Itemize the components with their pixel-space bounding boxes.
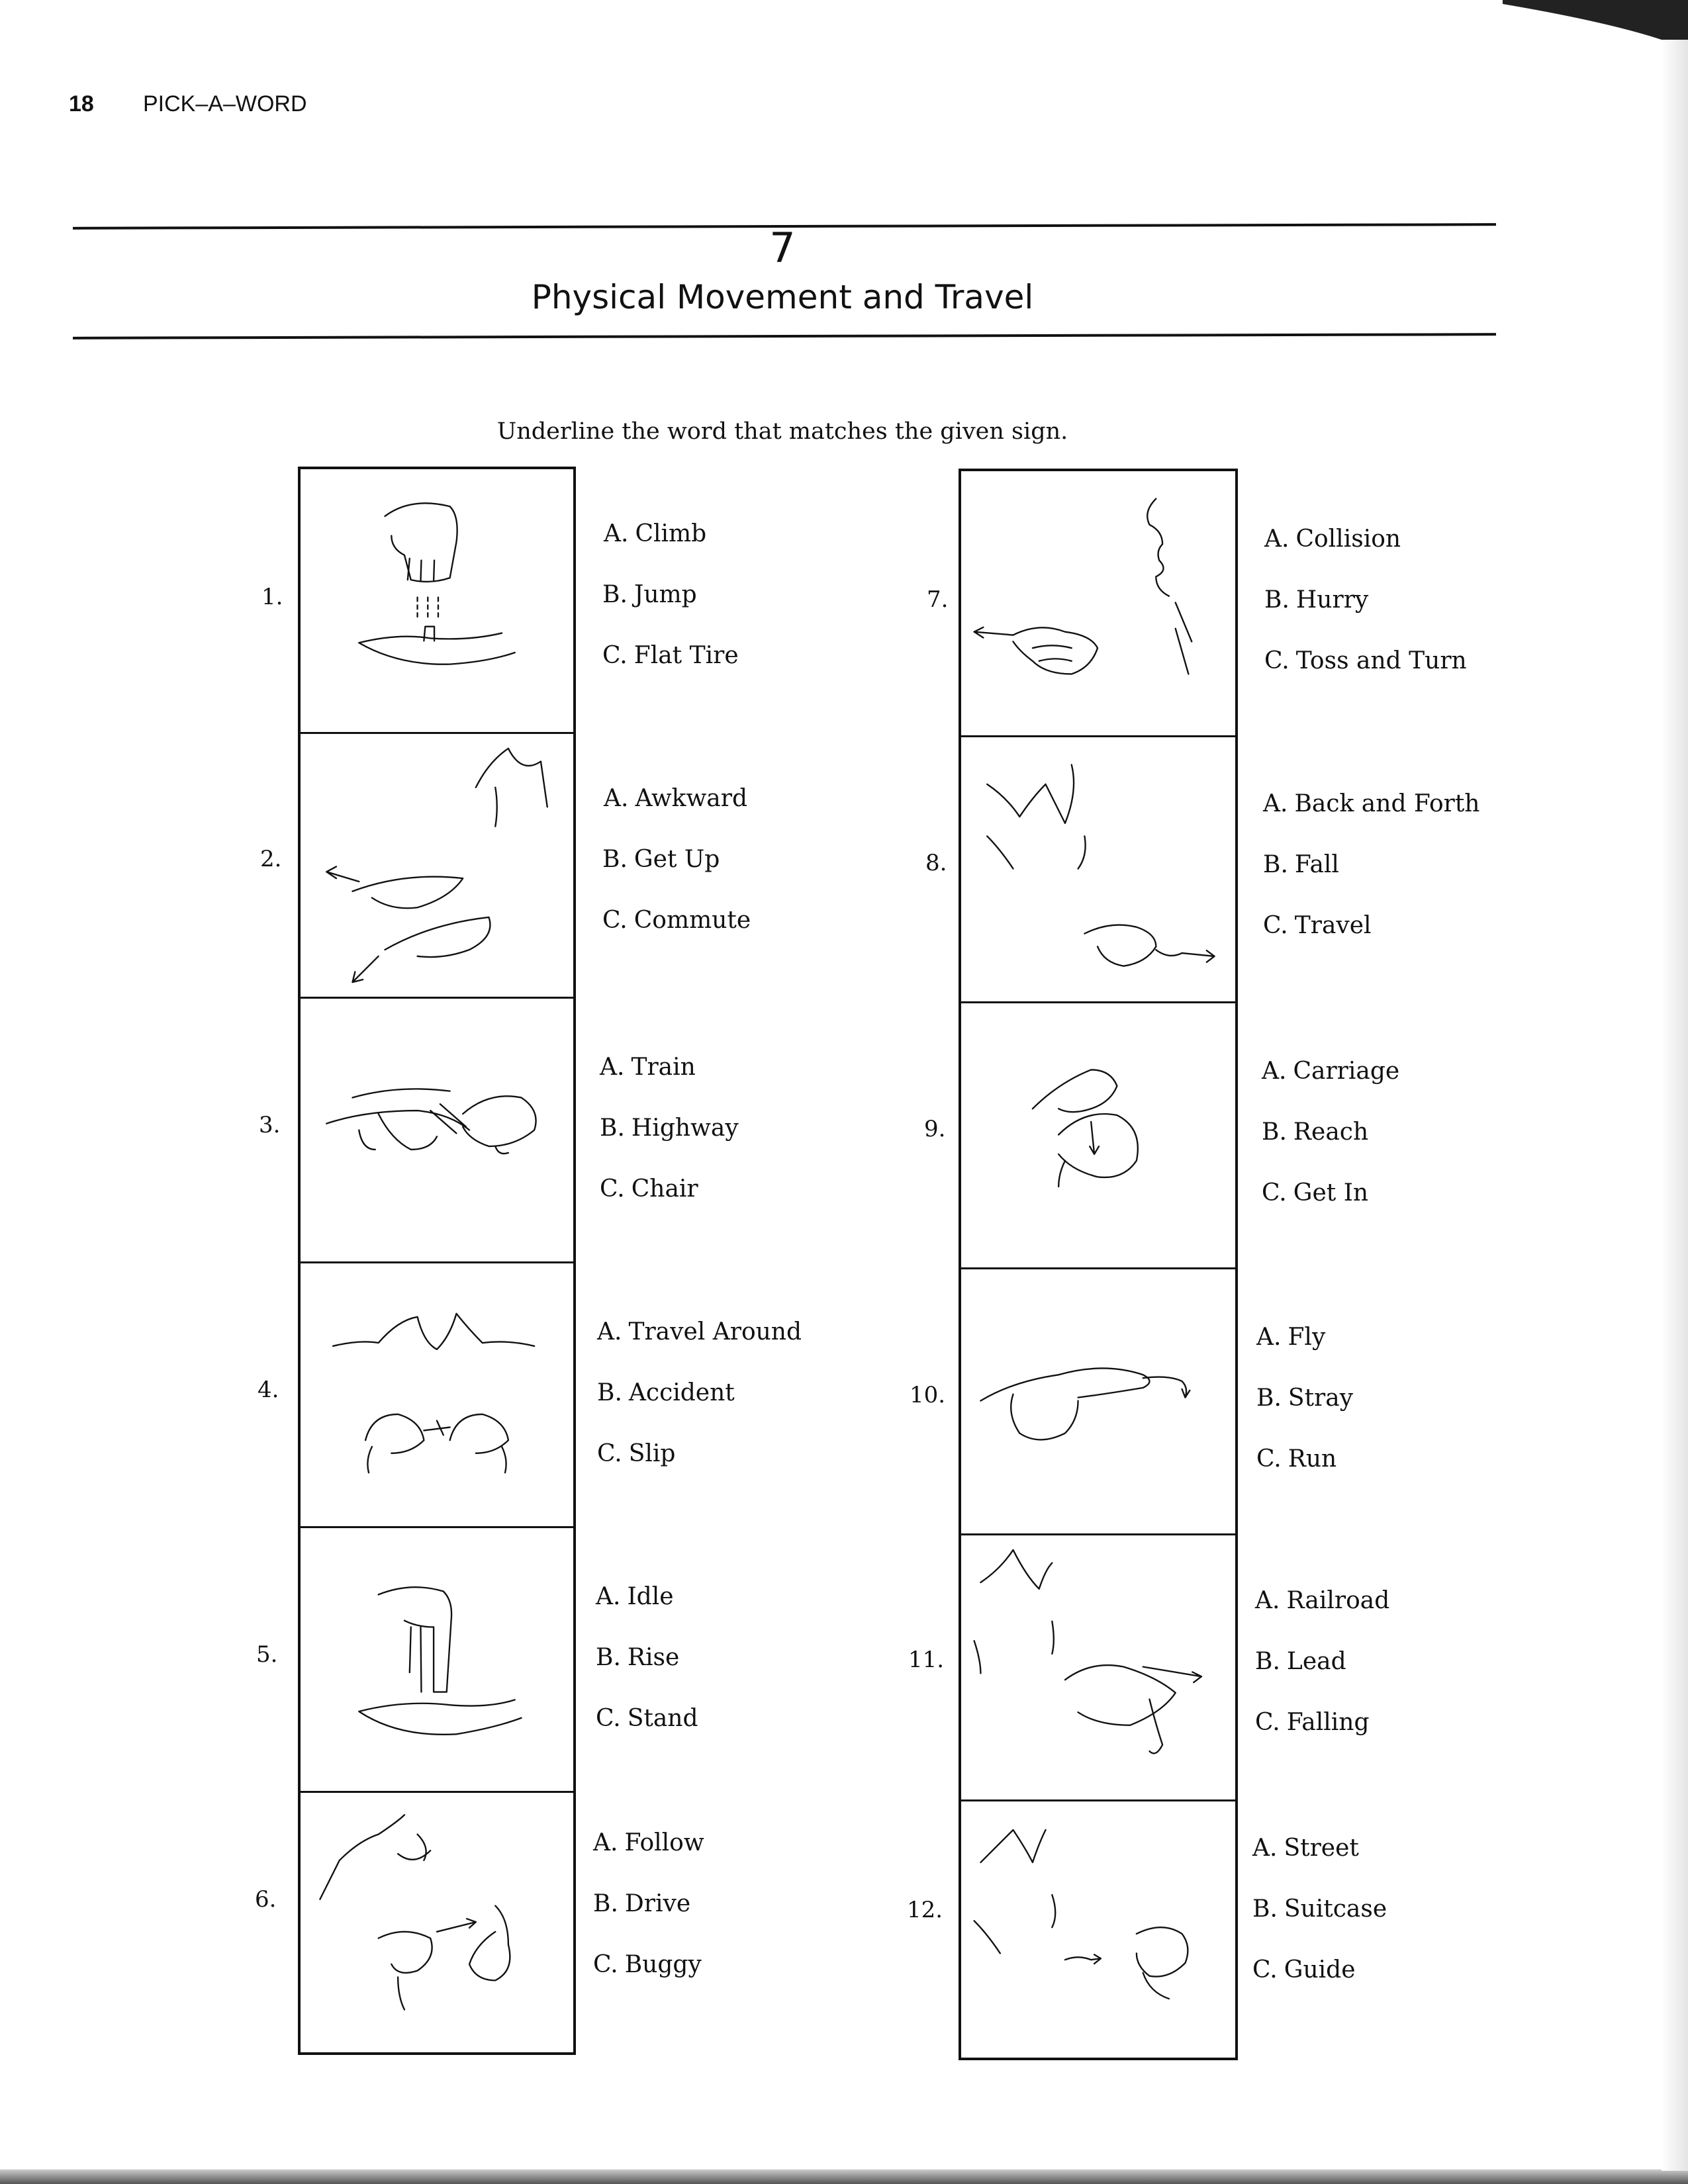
- question-number: 11.: [908, 1647, 945, 1673]
- answer-option[interactable]: [596, 1644, 679, 1671]
- answer-option[interactable]: [593, 1951, 702, 1978]
- answer-option[interactable]: [1252, 1956, 1356, 1983]
- answer-option[interactable]: [597, 1318, 802, 1345]
- answer-option[interactable]: [1263, 851, 1339, 878]
- option-letter: A.: [1262, 1058, 1287, 1085]
- option-text: Idle: [627, 1583, 674, 1610]
- option-letter: C.: [1256, 1445, 1282, 1473]
- option-text: Jump: [633, 581, 697, 608]
- option-text: Toss and Turn: [1295, 647, 1467, 674]
- option-text: Commute: [633, 907, 751, 934]
- answer-option[interactable]: [600, 1115, 739, 1142]
- option-letter: B.: [602, 846, 628, 873]
- option-text: Collision: [1295, 525, 1401, 553]
- option-text: Stand: [627, 1705, 698, 1732]
- right-panel-column: [959, 469, 1238, 2060]
- option-letter: A.: [1264, 525, 1289, 553]
- sign-illustration-train: [301, 999, 573, 1261]
- sign-illustration-fly: [961, 1269, 1235, 1533]
- chapter-title: Physical Movement and Travel: [531, 278, 1034, 316]
- sign-illustration-accident: [301, 1263, 573, 1526]
- question-number: 12.: [907, 1897, 943, 1923]
- option-text: Buggy: [624, 1951, 702, 1978]
- option-letter: B.: [602, 581, 628, 608]
- option-text: Get In: [1293, 1179, 1369, 1206]
- sign-panel-2: [301, 734, 573, 999]
- option-text: Guide: [1284, 1956, 1356, 1983]
- answer-option[interactable]: [1264, 586, 1368, 614]
- option-letter: B.: [1252, 1895, 1278, 1923]
- question-number: 1.: [261, 584, 283, 610]
- question-number: 4.: [258, 1377, 279, 1403]
- question-number: 6.: [255, 1886, 277, 1913]
- option-letter: C.: [1263, 912, 1288, 939]
- option-letter: C.: [602, 642, 628, 669]
- option-letter: C.: [1262, 1179, 1287, 1206]
- left-panel-column: [298, 467, 576, 2055]
- question-number: 8.: [925, 850, 947, 876]
- chapter-number: 7: [769, 224, 796, 272]
- sign-panel-11: [961, 1535, 1235, 1801]
- option-text: Back and Forth: [1294, 790, 1480, 817]
- sign-panel-7: [961, 471, 1235, 737]
- option-text: Climb: [635, 520, 707, 547]
- option-letter: A.: [1255, 1587, 1280, 1614]
- sign-panel-5: [301, 1528, 573, 1793]
- option-text: Fall: [1294, 851, 1339, 878]
- option-letter: B.: [597, 1379, 622, 1406]
- option-text: Fly: [1288, 1324, 1326, 1351]
- answer-option[interactable]: [593, 1829, 704, 1856]
- option-text: Reach: [1293, 1118, 1369, 1146]
- option-letter: A.: [597, 1318, 622, 1345]
- answer-option[interactable]: [596, 1583, 674, 1610]
- scan-bottom-edge: [0, 2169, 1688, 2184]
- answer-option[interactable]: [600, 1054, 696, 1081]
- sign-illustration-fall: [961, 737, 1235, 1001]
- option-letter: B.: [600, 1115, 625, 1142]
- option-text: Rise: [627, 1644, 680, 1671]
- option-text: Follow: [624, 1829, 704, 1856]
- answer-option[interactable]: [1264, 647, 1467, 674]
- option-letter: A.: [600, 1054, 625, 1081]
- answer-option[interactable]: [1255, 1587, 1389, 1614]
- question-number: 9.: [924, 1116, 946, 1142]
- answer-option[interactable]: [1255, 1648, 1346, 1675]
- sign-panel-10: [961, 1269, 1235, 1535]
- option-text: Hurry: [1295, 586, 1369, 614]
- bottom-rule: [73, 333, 1496, 340]
- answer-option[interactable]: [1256, 1385, 1353, 1412]
- option-text: Lead: [1286, 1648, 1346, 1675]
- answer-option[interactable]: [604, 785, 747, 812]
- instructions: Underline the word that matches the given sign.: [496, 418, 1068, 445]
- question-number: 7.: [927, 586, 949, 613]
- running-header: PICK–A–WORD: [143, 91, 307, 116]
- option-letter: B.: [1256, 1385, 1282, 1412]
- sign-panel-6: [301, 1793, 573, 2058]
- option-letter: B.: [1263, 851, 1288, 878]
- option-letter: B.: [1264, 586, 1289, 614]
- option-text: Highway: [631, 1115, 739, 1142]
- scan-right-edge: [1662, 40, 1688, 2171]
- page-number: 18: [69, 91, 94, 116]
- answer-option[interactable]: [1252, 1835, 1359, 1862]
- option-letter: C.: [1252, 1956, 1278, 1983]
- option-letter: A.: [596, 1583, 621, 1610]
- option-text: Travel: [1294, 912, 1372, 939]
- option-text: Accident: [628, 1379, 735, 1406]
- option-text: Train: [631, 1054, 696, 1081]
- answer-option[interactable]: [1262, 1058, 1399, 1085]
- option-text: Falling: [1286, 1709, 1370, 1736]
- question-number: 3.: [259, 1112, 281, 1138]
- option-letter: A.: [604, 520, 629, 547]
- option-letter: C.: [600, 1175, 625, 1203]
- answer-option[interactable]: [596, 1705, 698, 1732]
- option-letter: C.: [593, 1951, 618, 1978]
- option-text: Flat Tire: [633, 642, 739, 669]
- answer-option[interactable]: [602, 846, 720, 873]
- option-letter: A.: [1252, 1835, 1278, 1862]
- sign-illustration-hurry: [961, 471, 1235, 735]
- answer-option[interactable]: [1252, 1895, 1387, 1923]
- option-letter: A.: [593, 1829, 618, 1856]
- sign-illustration-lead: [961, 1535, 1235, 1799]
- answer-option[interactable]: [597, 1440, 675, 1467]
- answer-option[interactable]: [1264, 525, 1401, 553]
- answer-option[interactable]: [602, 581, 697, 608]
- answer-option[interactable]: [1263, 912, 1372, 939]
- option-letter: B.: [1255, 1648, 1280, 1675]
- sign-illustration-jump: [301, 469, 573, 732]
- option-letter: C.: [597, 1440, 622, 1467]
- option-letter: B.: [593, 1890, 618, 1917]
- option-text: Run: [1288, 1445, 1337, 1473]
- option-letter: C.: [602, 907, 628, 934]
- option-text: Slip: [628, 1440, 676, 1467]
- option-letter: A.: [604, 785, 629, 812]
- option-letter: C.: [596, 1705, 621, 1732]
- answer-option[interactable]: [1256, 1445, 1336, 1473]
- option-text: Stray: [1288, 1385, 1354, 1412]
- sign-panel-12: [961, 1801, 1235, 2063]
- answer-option[interactable]: [1262, 1179, 1368, 1206]
- option-text: Travel Around: [628, 1318, 802, 1345]
- option-text: Get Up: [633, 846, 720, 873]
- option-text: Street: [1284, 1835, 1359, 1862]
- sign-illustration-get-in: [961, 1003, 1235, 1267]
- option-letter: C.: [1264, 647, 1289, 674]
- sign-panel-8: [961, 737, 1235, 1003]
- sign-illustration-guide: [961, 1801, 1235, 2063]
- answer-option[interactable]: [1256, 1324, 1325, 1351]
- answer-option[interactable]: [600, 1175, 698, 1203]
- sign-illustration-follow: [301, 1793, 573, 2058]
- option-text: Railroad: [1286, 1587, 1390, 1614]
- scan-corner-shadow: [1503, 0, 1688, 53]
- option-text: Drive: [624, 1890, 691, 1917]
- answer-option[interactable]: [602, 642, 739, 669]
- option-letter: B.: [596, 1644, 621, 1671]
- sign-panel-1: [301, 469, 573, 734]
- answer-option[interactable]: [597, 1379, 735, 1406]
- sign-illustration-commute: [301, 734, 573, 997]
- answer-option[interactable]: [593, 1890, 690, 1917]
- answer-option[interactable]: [602, 907, 751, 934]
- option-text: Carriage: [1293, 1058, 1400, 1085]
- option-letter: B.: [1262, 1118, 1287, 1146]
- question-number: 10.: [910, 1382, 946, 1408]
- option-letter: C.: [1255, 1709, 1280, 1736]
- option-text: Suitcase: [1284, 1895, 1387, 1923]
- option-letter: A.: [1256, 1324, 1282, 1351]
- answer-option[interactable]: [1263, 790, 1479, 817]
- answer-option[interactable]: [604, 520, 706, 547]
- question-number: 5.: [256, 1641, 278, 1668]
- answer-option[interactable]: [1255, 1709, 1370, 1736]
- sign-panel-3: [301, 999, 573, 1263]
- option-text: Chair: [631, 1175, 698, 1203]
- answer-option[interactable]: [1262, 1118, 1368, 1146]
- sign-panel-9: [961, 1003, 1235, 1269]
- option-text: Awkward: [635, 785, 747, 812]
- question-number: 2.: [260, 846, 282, 872]
- option-letter: A.: [1263, 790, 1288, 817]
- sign-illustration-stand: [301, 1528, 573, 1791]
- sign-panel-4: [301, 1263, 573, 1528]
